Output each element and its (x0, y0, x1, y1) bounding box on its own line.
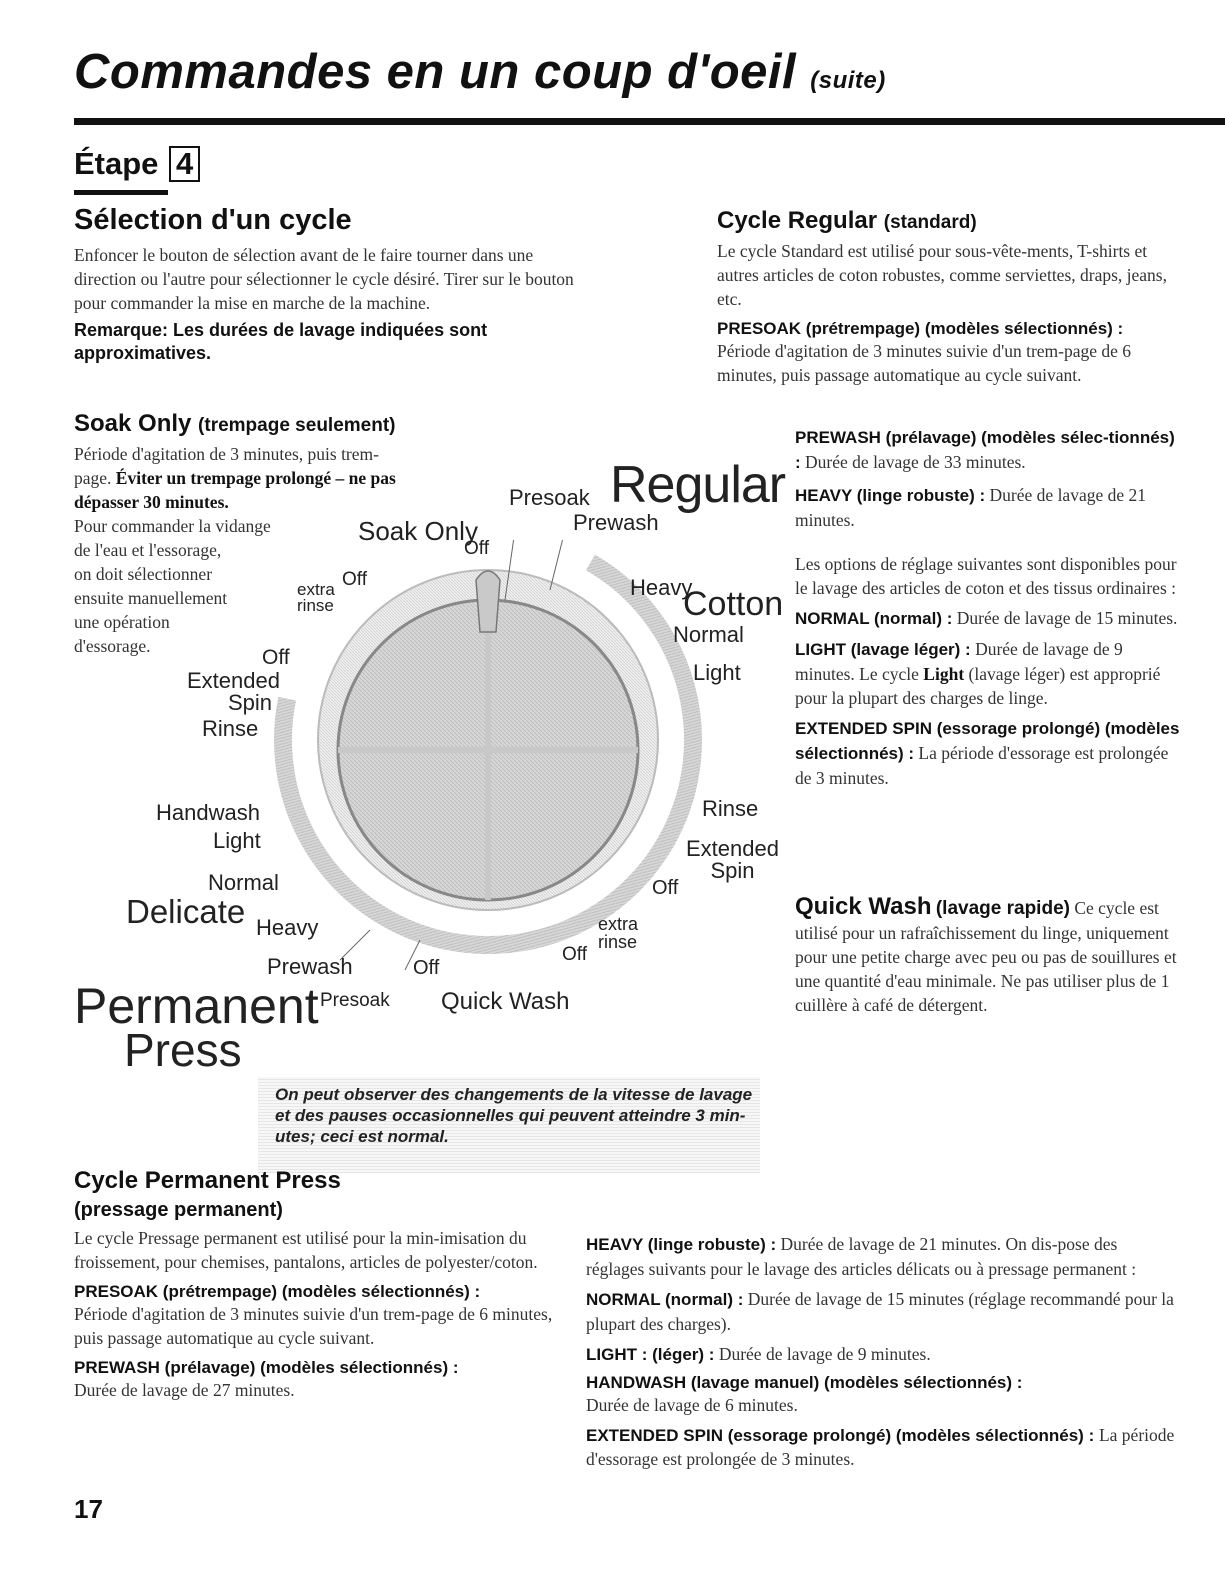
dial-extra-rinse-left: extra rinse (297, 580, 335, 615)
permpress-prewash-label: PREWASH (prélavage) (modèles sélectionnés) : (74, 1358, 459, 1377)
selection-body: Enfoncer le bouton de sélection avant de le faire tourner dans une direction ou l'autre pour sélectionner le cycle désiré. Tirer sur le bouton pour commander la mise en marche de la machine. (74, 245, 574, 313)
permpress-light: LIGHT : (léger) : Durée de lavage de 9 minutes. (586, 1344, 931, 1364)
soak-line: ensuite manuellement (74, 588, 228, 608)
regular-normal: NORMAL (normal) : Durée de lavage de 15 minutes. (795, 608, 1178, 628)
dial-off-right2: Off (562, 944, 587, 965)
step-underline (74, 190, 168, 195)
dial-cotton: Cotton (683, 585, 784, 623)
dial-heavy-left: Heavy (256, 915, 319, 940)
permpress-presoak-text: Période d'agitation de 3 minutes suivie d'un trem-page de 6 minutes, puis passage automatique au cycle suivant. (74, 1304, 553, 1348)
dial-handwash: Handwash (156, 800, 260, 825)
dial-presoak-bottom: Presoak (320, 990, 390, 1011)
regular-heavy: HEAVY (linge robuste) : Durée de lavage de 21 minutes. (795, 485, 1146, 530)
quick-wash-section (795, 895, 1185, 1017)
regular-extended: EXTENDED SPIN (essorage prolongé) (modèles sélectionnés) : La période d'essorage est prolongée de 3 minutes. (795, 719, 1180, 788)
dial-quick-wash: Quick Wash (441, 988, 570, 1015)
regular-options-text: Les options de réglage suivantes sont disponibles pour le lavage des articles de coton et des tissus ordinaires : (795, 554, 1177, 598)
dial-light-left: Light (213, 828, 261, 853)
permpress-body: Le cycle Pressage permanent est utilisé pour la min-imisation du froissement, pour chemises, pantalons, articles de polyester/coton. (74, 1228, 538, 1272)
dial-off-bottom: Off (413, 957, 440, 979)
soak-line: d'essorage. (74, 636, 151, 656)
regular-light: LIGHT (lavage léger) : Durée de lavage de 9 minutes. Le cycle Light (lavage léger) est approprié pour la plupart des charges de linge. (795, 639, 1161, 708)
dial-rinse-right: Rinse (702, 796, 759, 821)
dial-permanent: Permanent (74, 978, 319, 1034)
selection-section (74, 204, 574, 365)
step-heading: Étape 4 (74, 146, 200, 182)
permpress-prewash-text: Durée de lavage de 27 minutes. (74, 1380, 295, 1400)
dial-prewash-bottom: Prewash (267, 954, 353, 979)
permpress-section (74, 1167, 554, 1402)
dial-normal-right: Normal (673, 622, 744, 647)
dial-off-right: Off (652, 877, 679, 899)
dial-soak-only: Soak Only (358, 516, 478, 546)
quick-wash-text: Quick Wash (lavage rapide) Ce cycle est utilisé pour un rafraîchissement du linge, uniquement pour une petite charge avec peu ou pas de souillures et une quantité d'eau minimale. Ne pas utiliser plus de 1 cuillère à café de détergent. (795, 893, 1177, 1015)
soak-line: dépasser 30 minutes. (74, 492, 229, 512)
dial-extended-spin-right: Extended Spin (686, 836, 779, 883)
regular-presoak-label: PRESOAK (prétrempage) (modèles sélectionnés) : (717, 319, 1124, 338)
soak-title: Soak Only (trempage seulement) (74, 410, 396, 437)
permpress-handwash-label: HANDWASH (lavage manuel) (modèles sélectionnés) : (586, 1373, 1023, 1392)
page-title: Commandes en un coup d'oeil (suite) (74, 45, 886, 99)
permpress-normal: NORMAL (normal) : Durée de lavage de 15 minutes (réglage recommandé pour la plupart des charges). (586, 1289, 1174, 1334)
selection-title: Sélection d'un cycle (74, 204, 352, 236)
regular-section (717, 207, 1187, 387)
soak-line: on doit sélectionner (74, 564, 213, 584)
dial-rinse-left: Rinse (202, 716, 259, 741)
dial-extra-rinse-right: extra rinse (598, 914, 639, 952)
permpress-ext-label: EXTENDED SPIN (essorage prolongé) (modèles sélectionnés) : La période d'essorage est prolongée de 3 minutes. (586, 1425, 1175, 1469)
dial-off-left: Off (262, 646, 290, 669)
soak-line: page. Éviter un trempage prolongé – ne pas (74, 468, 396, 488)
dial-heavy-right: Heavy (630, 575, 693, 600)
permpress-handwash-text: Durée de lavage de 6 minutes. (586, 1395, 798, 1415)
dial-prewash-top: Prewash (573, 510, 659, 535)
regular-title: Cycle Regular (standard) (717, 207, 977, 234)
permpress-subtitle: (pressage permanent) (74, 1199, 283, 1221)
regular-prewash: PREWASH (prélavage) (modèles sélec-tionnés) : Durée de lavage de 33 minutes. (795, 428, 1175, 472)
step-number: 4 (169, 146, 200, 182)
dial-light-right: Light (693, 660, 741, 685)
dial-press: Press (124, 1024, 242, 1076)
soak-line: Période d'agitation de 3 minutes, puis trem- (74, 444, 379, 464)
permpress-heavy: HEAVY (linge robuste) : Durée de lavage de 21 minutes. On dis-pose des réglages suivants pour le lavage des articles délicats ou à pressage permanent : (586, 1234, 1137, 1279)
dial-regular-label: Regular (610, 456, 786, 514)
dial-normal-left: Normal (208, 870, 279, 895)
permpress-presoak-label: PRESOAK (prétrempage) (modèles sélectionnés) : (74, 1282, 481, 1301)
dial-off-extra-left: Off (342, 569, 367, 590)
dial-off-soak: Off (464, 538, 489, 559)
permpress-options (586, 1232, 1176, 1471)
dial-extended-spin-left: Extended Spin (187, 668, 280, 715)
soak-line: Pour commander la vidange (74, 516, 271, 536)
speed-note-text: On peut observer des changements de la vitesse de lavage et des pauses occasionnelles qui peuvent atteindre 3 min- utes; ceci est normal. (275, 1085, 753, 1146)
title-suite: (suite) (810, 67, 886, 94)
soak-line: de l'eau et l'essorage, (74, 540, 222, 560)
dial-presoak-top: Presoak (509, 485, 590, 510)
dial-pointer (476, 571, 500, 632)
regular-options (795, 425, 1185, 790)
title-rule (74, 118, 1225, 125)
regular-presoak-text: Période d'agitation de 3 minutes suivie d'un trem-page de 6 minutes, puis passage automatique au cycle suivant. (717, 341, 1132, 385)
soak-line: une opération (74, 612, 170, 632)
permpress-title: Cycle Permanent Press (74, 1167, 341, 1194)
page-number: 17 (74, 1494, 103, 1524)
dial-delicate: Delicate (126, 893, 246, 930)
selection-note: Remarque: Les durées de lavage indiquées sont approximatives. (74, 320, 488, 363)
regular-body: Le cycle Standard est utilisé pour sous-vête-ments, T-shirts et autres articles de coton robustes, comme serviettes, draps, jeans, etc. (717, 241, 1167, 309)
